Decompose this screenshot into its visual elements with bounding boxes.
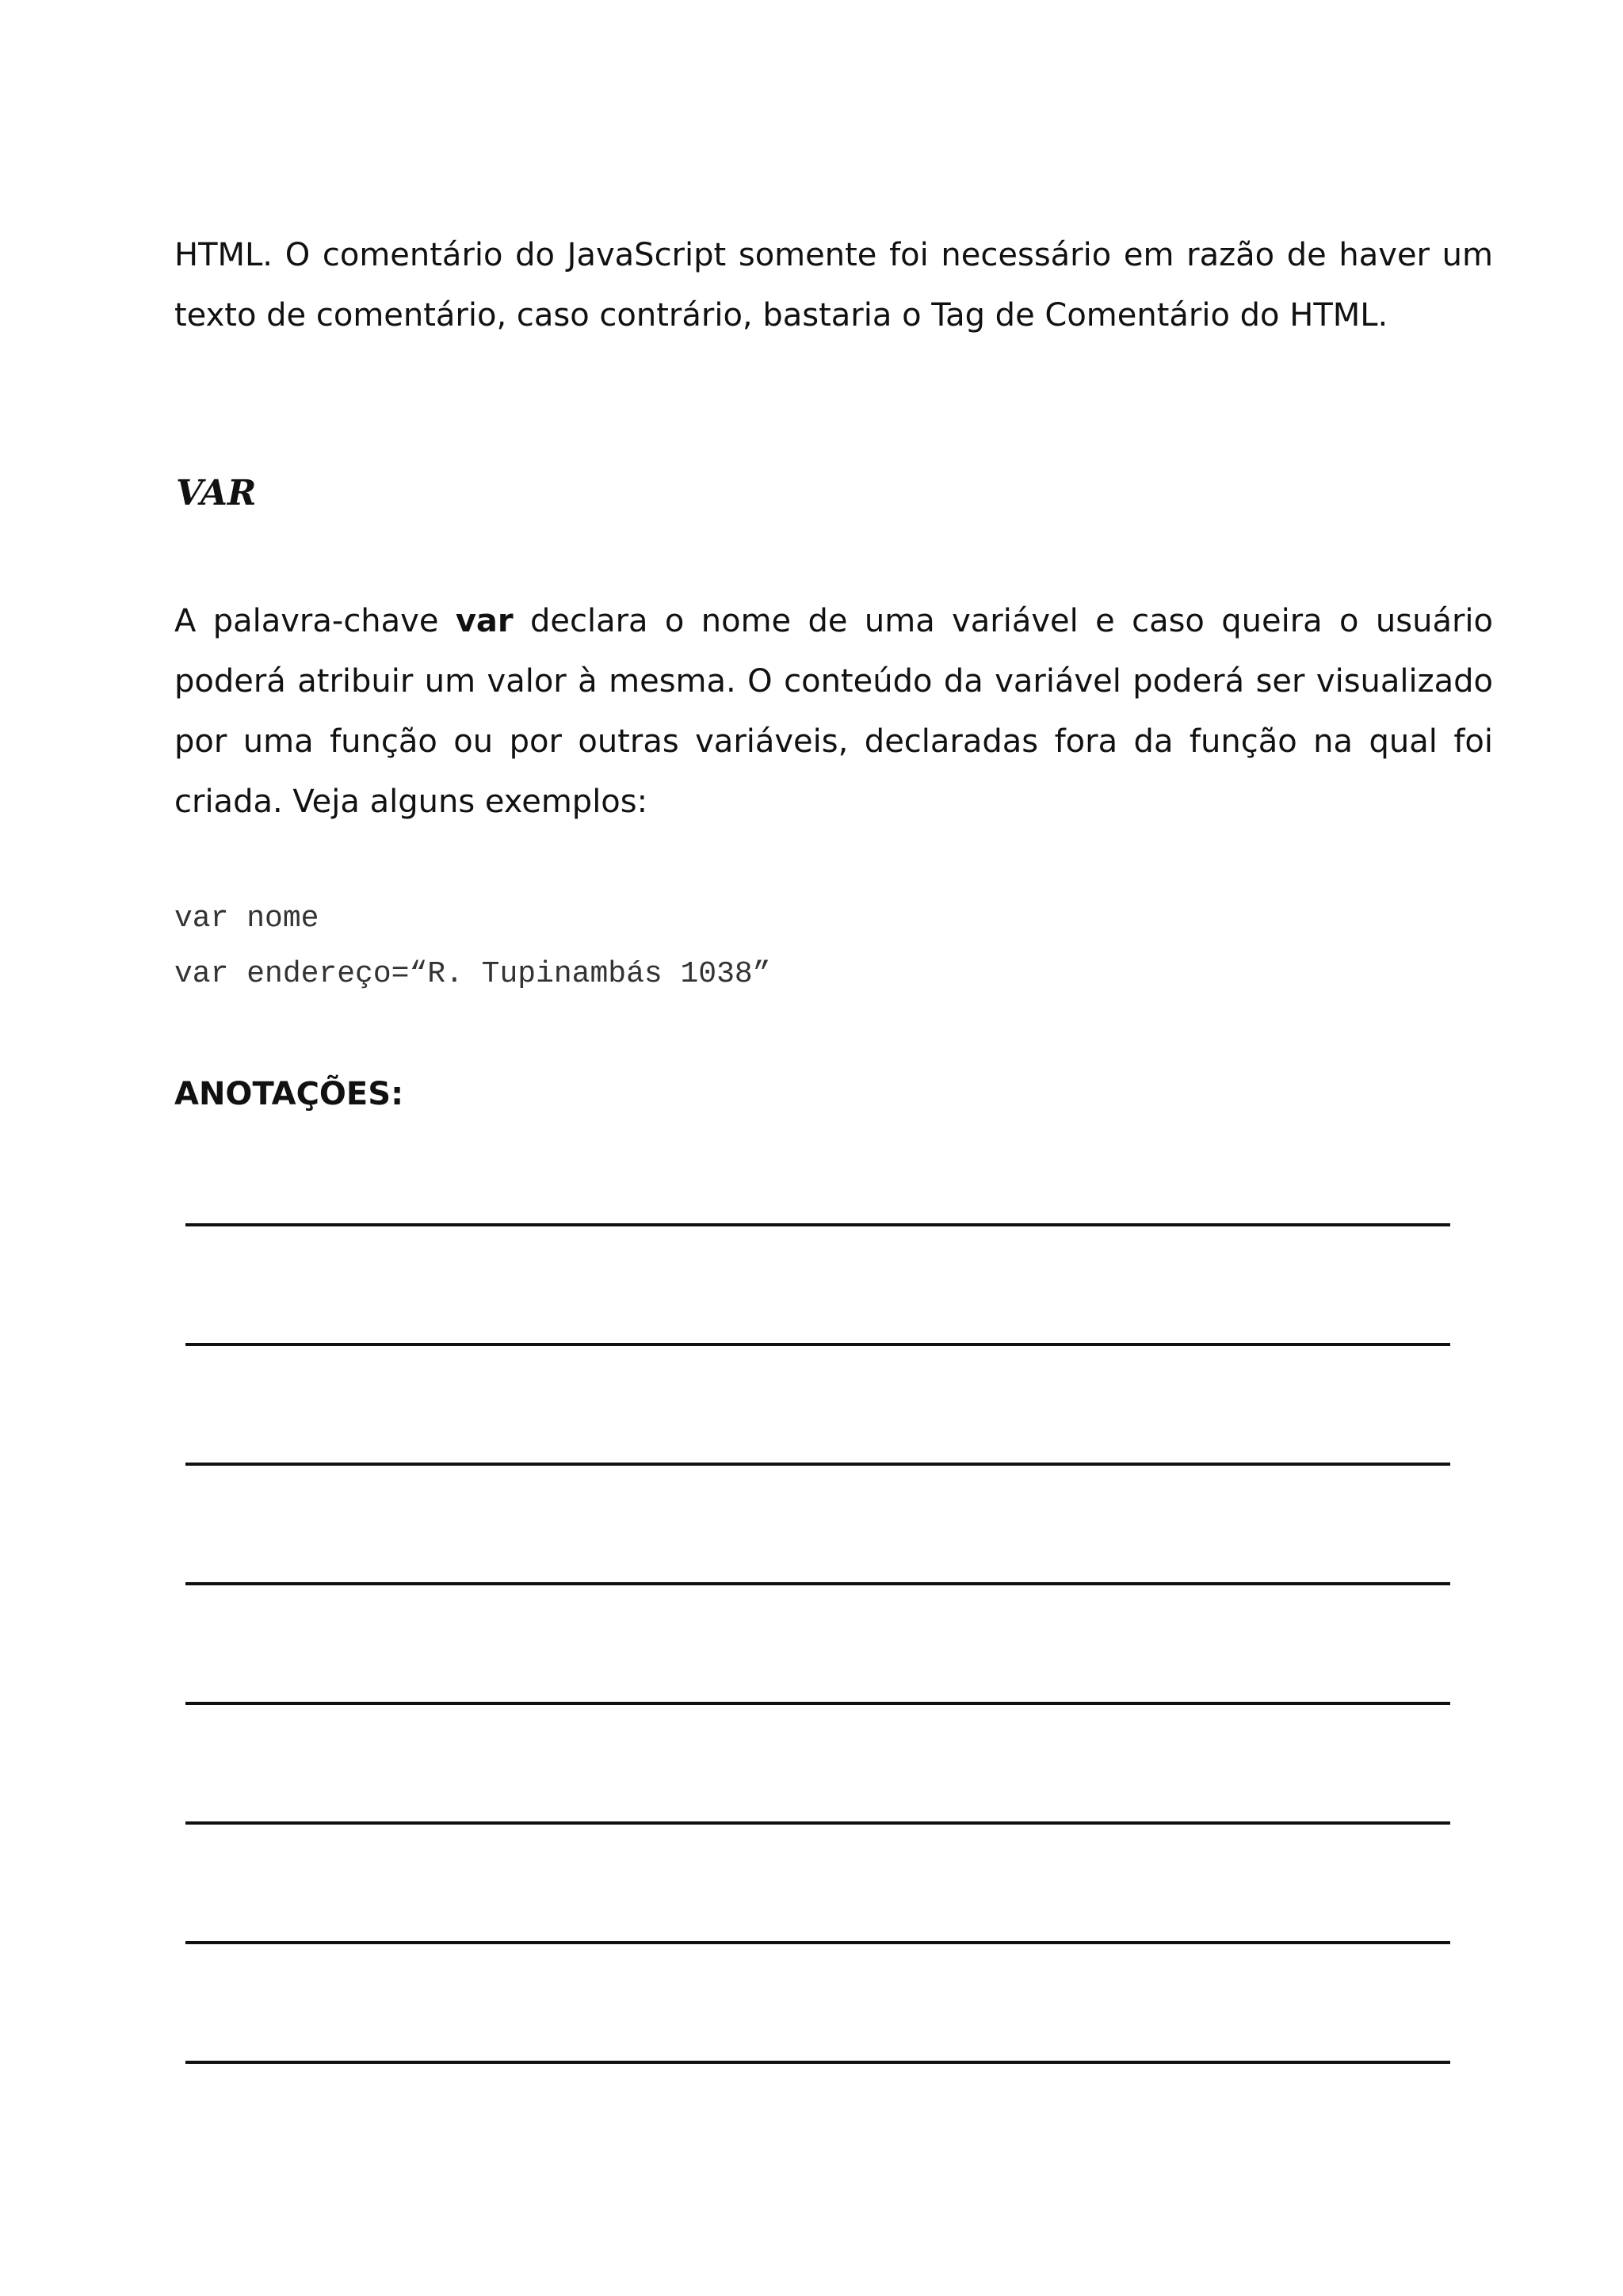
note-line [185,2061,1450,2064]
paragraph-var-text-start: A palavra-chave [174,603,456,639]
keyword-var: var [455,603,514,639]
section-heading-var: VAR [176,473,257,513]
note-line [185,1223,1450,1226]
note-line [185,1821,1450,1825]
paragraph-html-comment: HTML. O comentário do JavaScript somente foi necessário em razão de haver um texto de comentário, caso contrário, bastaria o Tag de Comentário do HTML. [174,237,1493,334]
note-line [185,1941,1450,1944]
paragraph-var-description [174,591,1493,832]
code-example-line: var endereço=“R. Tupinambás 1038” [174,957,771,991]
paragraph-var-text-end: declara o nome de uma variável e caso queira o usuário poderá atribuir um valor à mesma. O conteúdo da variável poderá ser visualizado por uma função ou por outras variáveis, declaradas fora da função na qual foi criada. Veja alguns exemplos: [174,603,1493,820]
note-line [185,1582,1450,1585]
code-example-line: var nome [174,902,319,936]
notes-title: ANOTAÇÕES: [174,1076,404,1112]
note-line [185,1343,1450,1346]
note-line [185,1702,1450,1705]
note-line [185,1463,1450,1466]
